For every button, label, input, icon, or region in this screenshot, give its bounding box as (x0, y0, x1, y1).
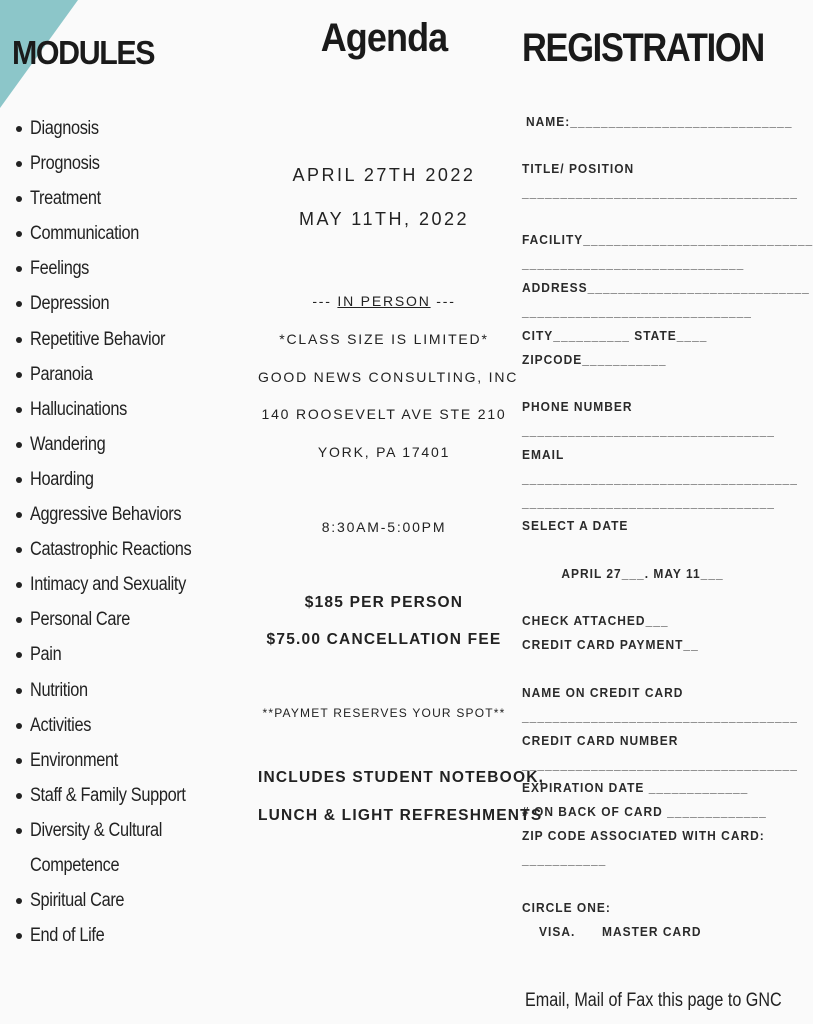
module-item: Personal Care (16, 605, 218, 640)
city-state-field: CITY__________ STATE____ (522, 328, 708, 343)
bullet-icon (16, 793, 22, 799)
footer-instruction: Email, Mail of Fax this page to GNC (525, 990, 782, 1011)
module-item: Feelings (16, 254, 218, 289)
module-item: Pain (16, 640, 218, 675)
session-time: 8:30AM-5:00PM (321, 519, 447, 535)
phone-line: _________________________________ (522, 423, 775, 438)
email-label: EMAIL (522, 447, 565, 462)
bullet-icon (16, 407, 22, 413)
class-size-note: *CLASS SIZE IS LIMITED* (279, 331, 489, 347)
cancellation-fee: $75.00 CANCELLATION FEE (266, 631, 502, 648)
mastercard-option: MASTER CARD (602, 924, 702, 939)
module-item: Activities (16, 711, 218, 746)
in-person-label: --- IN PERSON --- (312, 293, 456, 309)
module-item: Catastrophic Reactions (16, 535, 218, 570)
agenda-title: Agenda (320, 16, 448, 60)
bullet-icon (16, 828, 22, 834)
module-item: Prognosis (16, 149, 218, 184)
bullet-icon (16, 617, 22, 623)
title-position-label: TITLE/ POSITION (522, 161, 635, 176)
module-item: Paranoia (16, 360, 218, 395)
bullet-icon (16, 652, 22, 658)
module-item: Hallucinations (16, 395, 218, 430)
bullet-icon (16, 723, 22, 729)
name-on-card-label: NAME ON CREDIT CARD (522, 685, 684, 700)
bullet-icon (16, 126, 22, 132)
bullet-icon (16, 688, 22, 694)
expiration-date-field: EXPIRATION DATE _____________ (522, 780, 749, 795)
module-list (16, 114, 218, 956)
bullet-icon (16, 231, 22, 237)
bullet-icon (16, 301, 22, 307)
bullet-icon (16, 582, 22, 588)
registration-column (515, 0, 813, 1024)
module-item: Spiritual Care (16, 886, 218, 921)
select-date-label: SELECT A DATE (522, 518, 629, 533)
module-item: Staff & Family Support (16, 781, 218, 816)
facility-line: _____________________________ (522, 256, 745, 271)
city-state-zip: YORK, PA 17401 (317, 444, 451, 460)
card-zip-line: ___________ (522, 852, 607, 867)
facility-field: FACILITY______________________________ (522, 232, 813, 247)
module-item: Aggressive Behaviors (16, 500, 218, 535)
card-back-number-field: # ON BACK OF CARD _____________ (522, 804, 767, 819)
name-field: NAME:_____________________________ (526, 114, 793, 129)
payment-note: **PAYMET RESERVES YOUR SPOT** (262, 706, 506, 720)
includes-line-2: LUNCH & LIGHT REFRESHMENTS (258, 807, 543, 824)
credit-card-payment-field: CREDIT CARD PAYMENT__ (522, 637, 699, 652)
bullet-icon (16, 337, 22, 343)
street-address: 140 ROOSEVELT AVE STE 210 (261, 406, 507, 422)
module-item: Diversity & Cultural (16, 816, 218, 851)
module-item: Hoarding (16, 465, 218, 500)
module-item: Nutrition (16, 676, 218, 711)
bullet-icon (16, 933, 22, 939)
bullet-icon (16, 547, 22, 553)
module-item: Depression (16, 289, 218, 324)
name-on-card-line: ____________________________________ (522, 709, 798, 724)
agenda-date-2: MAY 11TH, 2022 (298, 209, 470, 229)
card-zip-label: ZIP CODE ASSOCIATED WITH CARD: (522, 828, 765, 843)
module-item: End of Life (16, 921, 218, 956)
bullet-icon (16, 898, 22, 904)
module-item-continuation: Competence (30, 854, 120, 876)
modules-title: MODULES (12, 34, 155, 71)
title-position-line: ____________________________________ (522, 185, 798, 200)
price-per-person: $185 PER PERSON (304, 594, 464, 611)
email-line-1: ____________________________________ (522, 471, 798, 486)
circle-one-label: CIRCLE ONE: (522, 900, 611, 915)
address-line: ______________________________ (522, 304, 752, 319)
visa-option: VISA. (539, 924, 576, 939)
organization-name: GOOD NEWS CONSULTING, INC (258, 369, 519, 385)
includes-line-1: INCLUDES STUDENT NOTEBOOK, (258, 769, 545, 786)
check-attached-field: CHECK ATTACHED___ (522, 613, 669, 628)
bullet-icon (16, 477, 22, 483)
bullet-icon (16, 161, 22, 167)
bullet-icon (16, 758, 22, 764)
bullet-icon (16, 442, 22, 448)
address-field: ADDRESS_____________________________ (522, 280, 810, 295)
zipcode-field: ZIPCODE___________ (522, 352, 667, 367)
phone-label: PHONE NUMBER (522, 399, 633, 414)
module-item: Repetitive Behavior (16, 325, 218, 360)
card-number-line: ____________________________________ (522, 757, 798, 772)
modules-column (0, 0, 255, 1024)
bullet-icon (16, 196, 22, 202)
module-item: Diagnosis (16, 114, 218, 149)
bullet-icon (16, 512, 22, 518)
module-item: Environment (16, 746, 218, 781)
module-item: Communication (16, 219, 218, 254)
module-item: Treatment (16, 184, 218, 219)
registration-title: REGISTRATION (522, 26, 764, 70)
module-item: Wandering (16, 430, 218, 465)
bullet-icon (16, 372, 22, 378)
card-number-label: CREDIT CARD NUMBER (522, 733, 679, 748)
date-options: APRIL 27___. MAY 11___ (561, 566, 724, 581)
email-line-2: _________________________________ (522, 495, 775, 510)
module-item: Intimacy and Sexuality (16, 570, 218, 605)
agenda-date-1: APRIL 27TH 2022 (292, 165, 476, 185)
bullet-icon (16, 266, 22, 272)
